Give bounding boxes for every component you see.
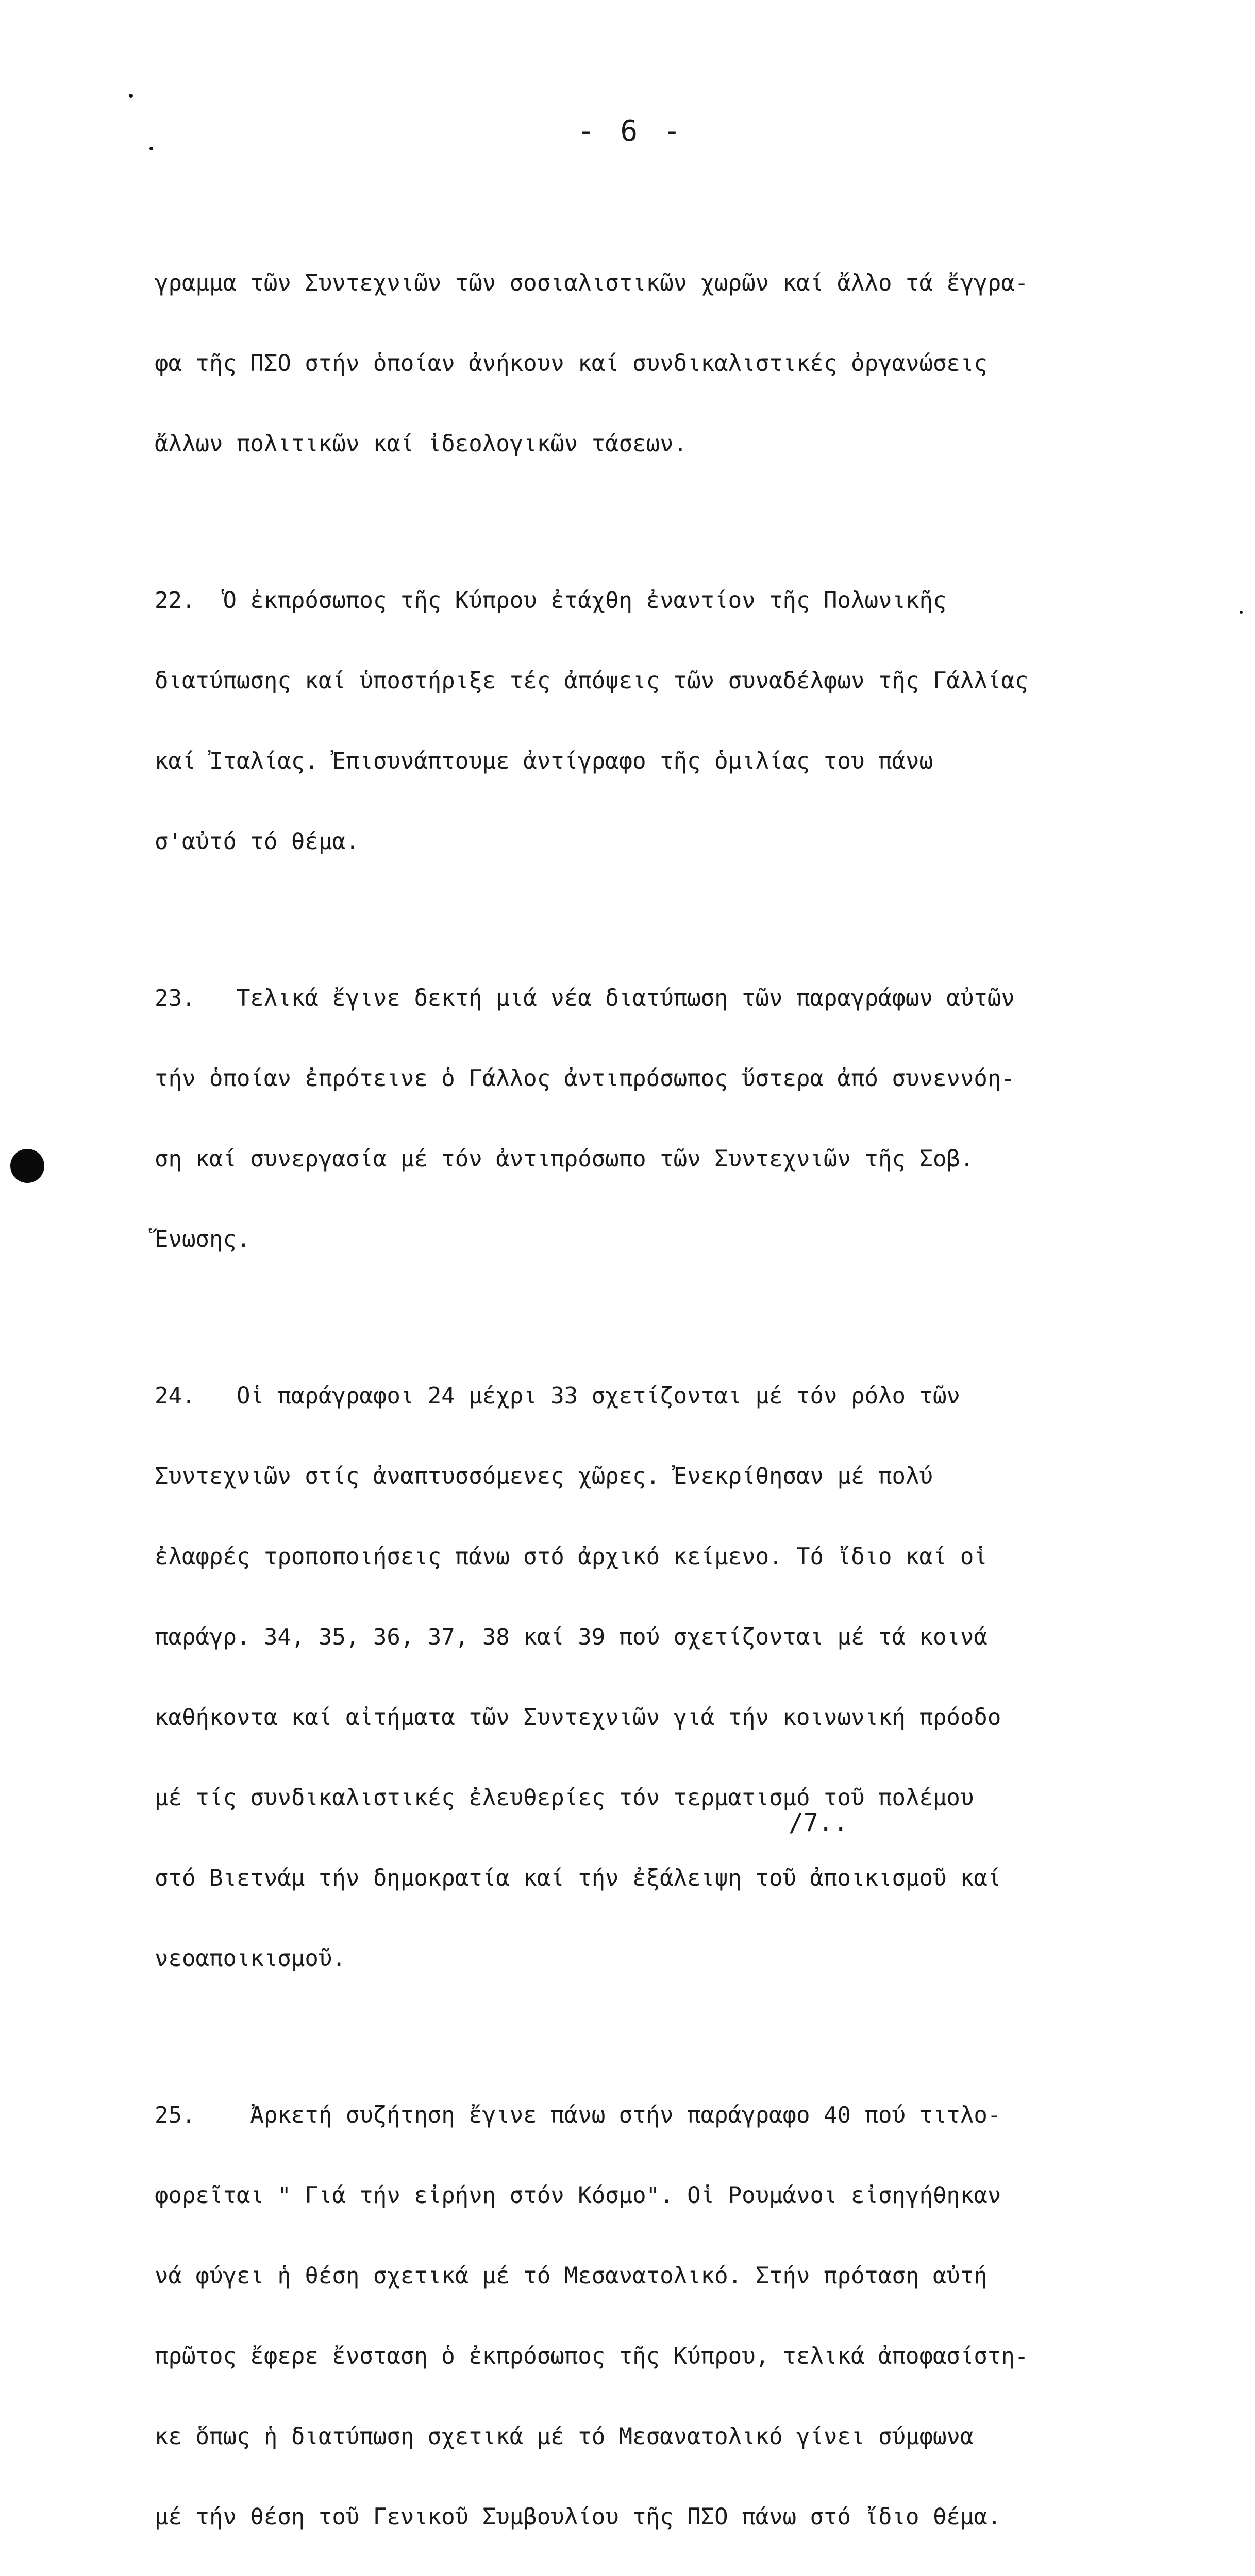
- text-line: κε ὅπως ἡ διατύπωση σχετικά μέ τό Μεσανατολικό γίνει σύμφωνα: [155, 2424, 974, 2450]
- text-line: ση καί συνεργασία μέ τόν ἀντιπρόσωπο τῶν Συντεχνιῶν τῆς Σοβ.: [155, 1146, 974, 1172]
- punch-hole-mark: [10, 1149, 44, 1183]
- text-line: σ'αὐτό τό θέμα.: [155, 828, 360, 855]
- text-line: φα τῆς ΠΣΟ στήν ὁποίαν ἀνήκουν καί συνδικαλιστικές ὀργανώσεις: [155, 350, 988, 377]
- text-line: νεοαποικισμοῦ.: [155, 1945, 346, 1972]
- text-line: καθήκοντα καί αἰτήματα τῶν Συντεχνιῶν γιά τήν κοινωνική πρόοδο: [155, 1704, 1001, 1731]
- text-line: νά φύγει ἡ θέση σχετικά μέ τό Μεσανατολικό. Στήν πρόταση αὐτή: [155, 2263, 988, 2289]
- paragraph-continuation: [155, 216, 1180, 511]
- text-line: 22. Ὁ ἐκπρόσωπος τῆς Κύπρου ἐτάχθη ἐναντίον τῆς Πολωνικῆς: [155, 587, 947, 614]
- text-line: μέ τίς συνδικαλιστικές ἐλευθερίες τόν τερματισμό τοῦ πολέμου: [155, 1785, 974, 1811]
- text-line: 23. Τελικά ἔγινε δεκτή μιά νέα διατύπωση τῶν παραγράφων αὐτῶν: [155, 985, 1015, 1011]
- text-line: καί Ἰταλίας. Ἐπισυνάπτουμε ἀντίγραφο τῆς ὁμιλίας του πάνω: [155, 748, 933, 774]
- text-line: πρῶτος ἔφερε ἔνσταση ὁ ἐκπρόσωπος τῆς Κύπρου, τελικά ἀποφασίστη-: [155, 2343, 1029, 2369]
- text-line: 25. Ἀρκετή συζήτηση ἔγινε πάνω στήν παράγραφο 40 πού τιτλο-: [155, 2102, 1001, 2128]
- paragraph-25: [155, 2048, 1180, 2576]
- text-line: Ἕνωσης.: [155, 1226, 250, 1252]
- text-line: τήν ὁποίαν ἐπρότεινε ὁ Γάλλος ἀντιπρόσωπος ὕστερα ἀπό συνεννόη-: [155, 1065, 1015, 1092]
- text-line: μέ τήν θέση τοῦ Γενικοῦ Συμβουλίου τῆς ΠΣΟ πάνω στό ἴδιο θέμα.: [155, 2504, 1001, 2530]
- text-line: διατύπωσης καί ὑποστήριξε τές ἀπόψεις τῶν συναδέλφων τῆς Γάλλίας: [155, 668, 1029, 694]
- speck-mark: [129, 94, 133, 98]
- paragraph-22: [155, 534, 1180, 909]
- speck-mark: [149, 147, 153, 150]
- text-line: στό Βιετνάμ τήν δημοκρατία καί τήν ἐξάλειψη τοῦ ἀποικισμοῦ καί: [155, 1865, 1001, 1891]
- paragraph-24: [155, 1329, 1180, 2026]
- next-page-marker: /7..: [789, 1808, 848, 1837]
- document-body: [155, 216, 1180, 2576]
- text-line: Συντεχνιῶν στίς ἀναπτυσσόμενες χῶρες. Ἐνεκρίθησαν μέ πολύ: [155, 1463, 933, 1489]
- paragraph-23: [155, 931, 1180, 1307]
- text-line: ἐλαφρές τροποποιήσεις πάνω στό ἀρχικό κείμενο. Τό ἴδιο καί οἱ: [155, 1544, 988, 1570]
- text-line: φορεῖται " Γιά τήν εἰρήνη στόν Κόσμο". Οἱ Ρουμάνοι εἰσηγήθηκαν: [155, 2182, 1001, 2209]
- text-line: γραμμα τῶν Συντεχνιῶν τῶν σοσιαλιστικῶν χωρῶν καί ἄλλο τά ἔγγρα-: [155, 270, 1029, 296]
- page-number: - 6 -: [577, 114, 685, 148]
- text-line: παράγρ. 34, 35, 36, 37, 38 καί 39 πού σχετίζονται μέ τά κοινά: [155, 1624, 988, 1650]
- text-line: 24. Οἱ παράγραφοι 24 μέχρι 33 σχετίζονται μέ τόν ρόλο τῶν: [155, 1383, 960, 1409]
- speck-mark: [1240, 611, 1243, 614]
- text-line: ἄλλων πολιτικῶν καί ἰδεολογικῶν τάσεων.: [155, 431, 688, 457]
